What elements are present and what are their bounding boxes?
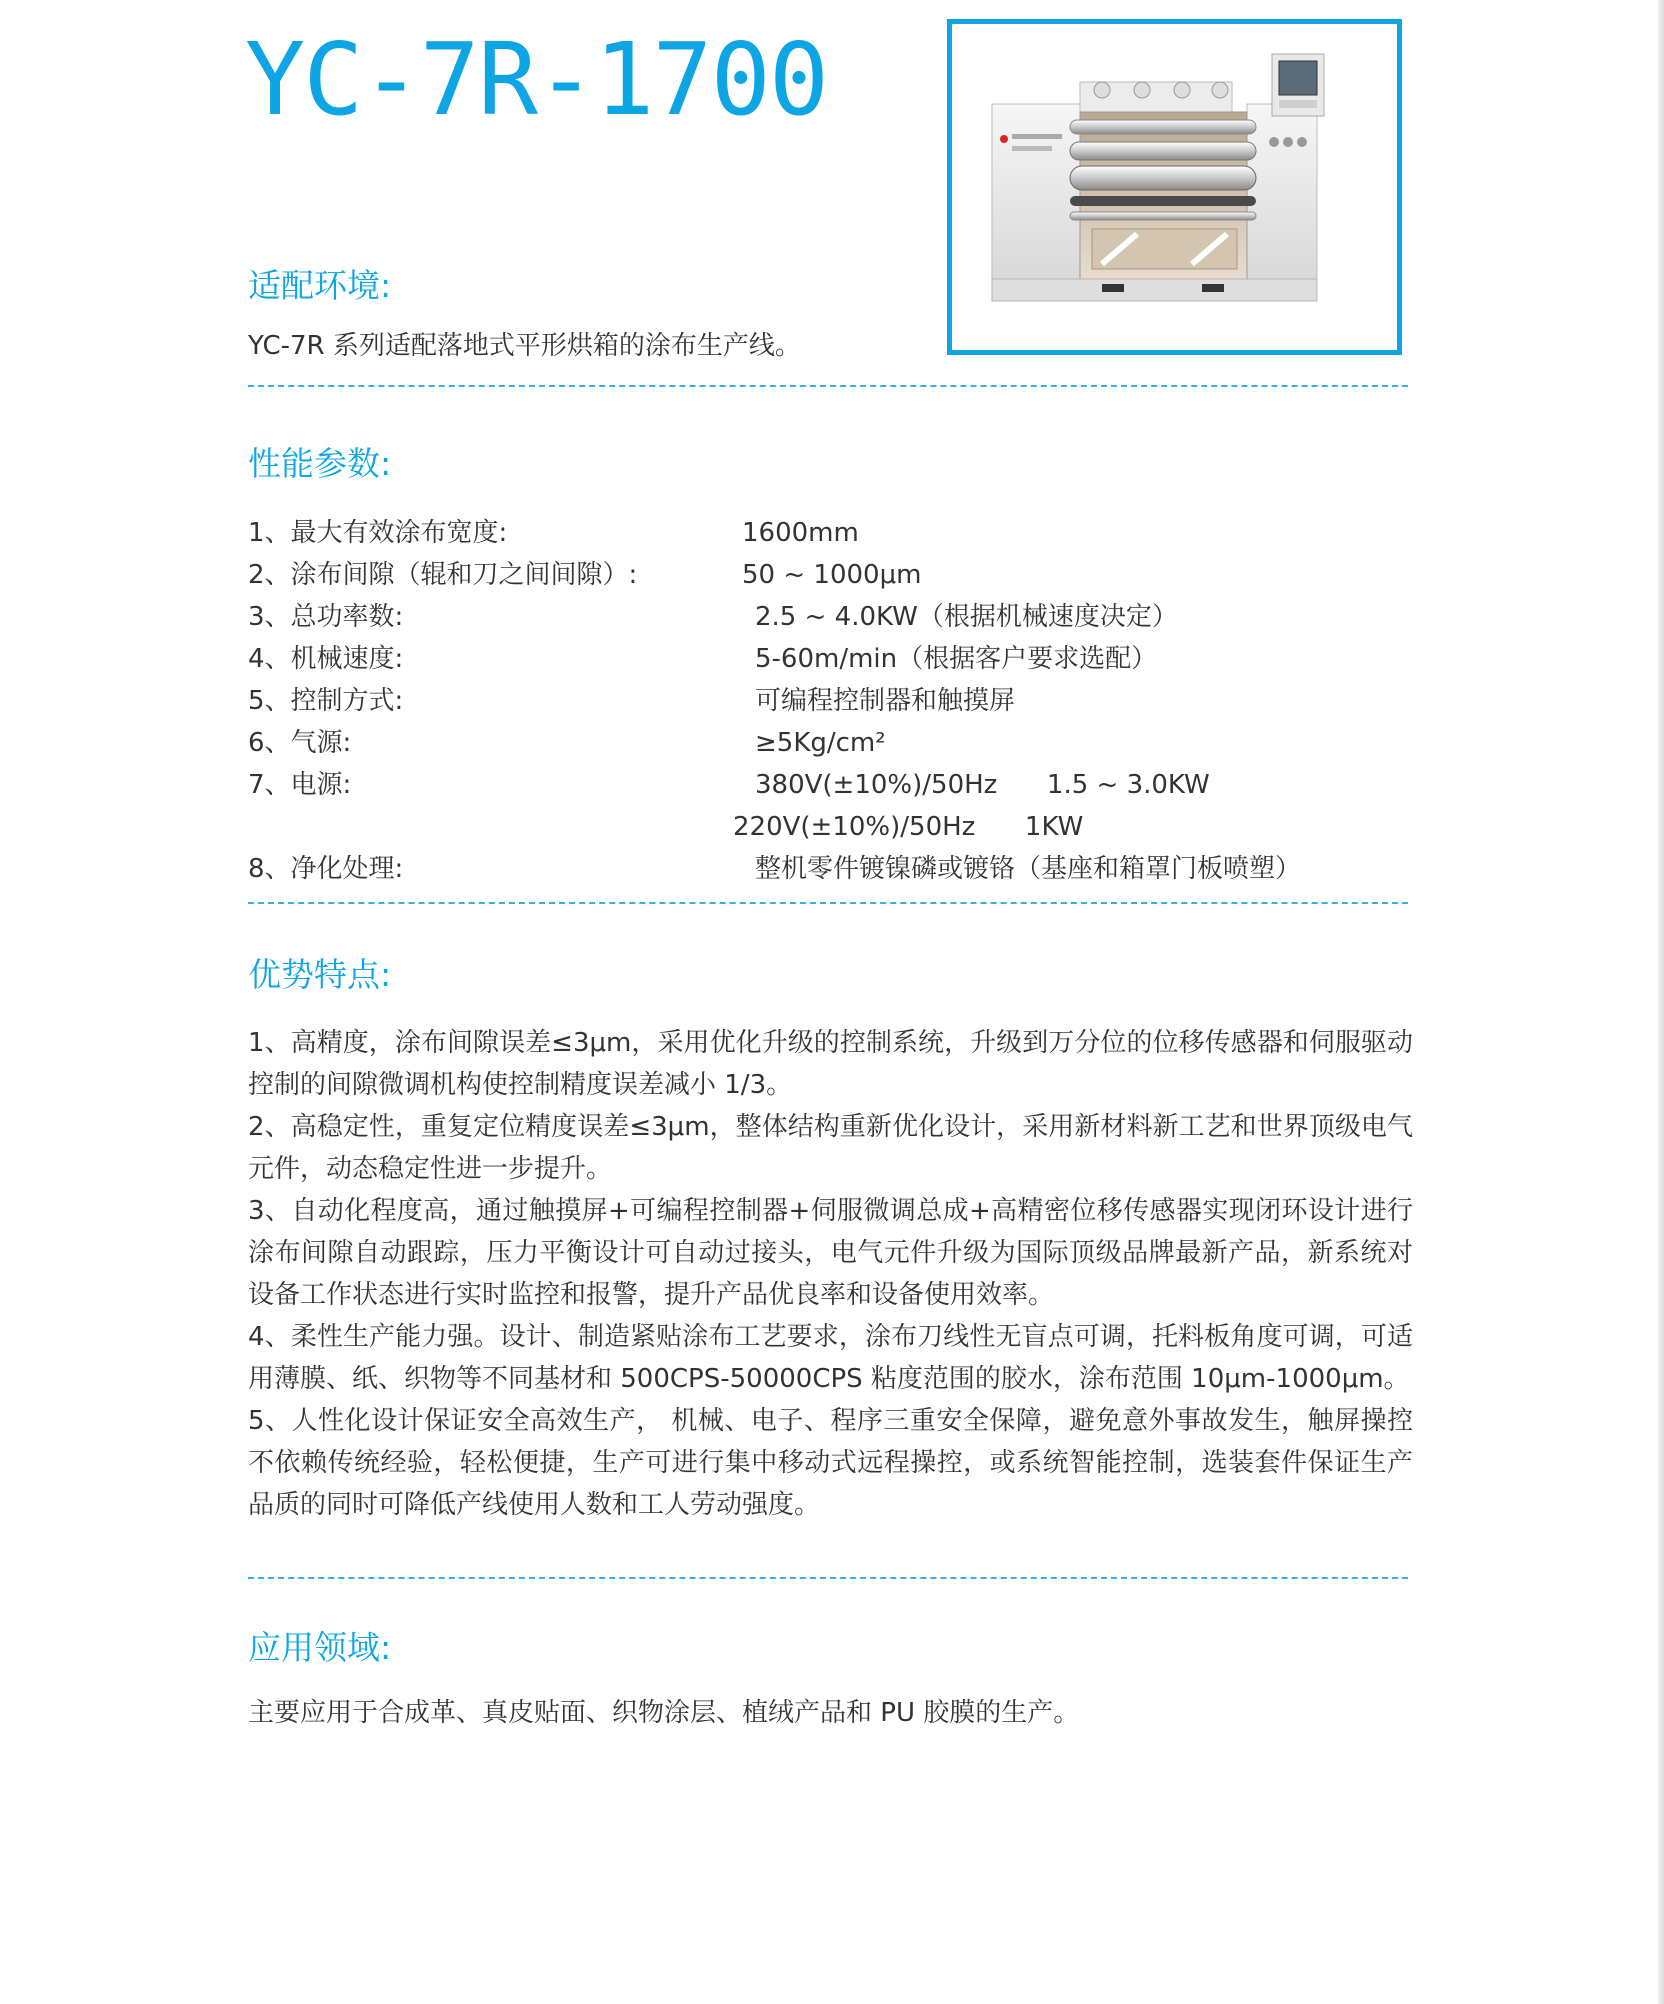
environment-text: YC-7R 系列适配落地式平形烘箱的涂布生产线。 <box>248 331 801 361</box>
advantages-list <box>248 1022 1413 1526</box>
spec-value: 2.5 ~ 4.0KW（根据机械速度决定） <box>755 602 1178 632</box>
advantage-item: 2、高稳定性，重复定位精度误差≤3μm，整体结构重新优化设计，采用新材料新工艺和世界顶级电气元件，动态稳定性进一步提升。 <box>248 1112 1413 1184</box>
section-divider <box>248 1577 1408 1579</box>
spec-value: 220V(±10%)/50Hz 1KW <box>733 812 1084 842</box>
application-text: 主要应用于合成革、真皮贴面、织物涂层、植绒产品和 PU 胶膜的生产。 <box>248 1698 1080 1728</box>
spec-label: 8、净化处理: <box>248 854 404 884</box>
spec-value: ≥5Kg/cm² <box>755 728 886 758</box>
spec-value: 380V(±10%)/50Hz 1.5 ~ 3.0KW <box>755 770 1210 800</box>
spec-label: 5、控制方式: <box>248 686 404 716</box>
spec-label: 6、气源: <box>248 728 352 758</box>
performance-heading: 性能参数: <box>248 444 392 483</box>
environment-heading: 适配环境: <box>248 266 392 305</box>
page-edge-shadow <box>1658 0 1664 2004</box>
spec-label: 2、涂布间隙（辊和刀之间间隙）: <box>248 560 638 590</box>
application-heading: 应用领域: <box>248 1628 392 1667</box>
spec-value: 可编程控制器和触摸屏 <box>755 686 1016 716</box>
spec-label: 1、最大有效涂布宽度: <box>248 518 508 548</box>
spec-value: 整机零件镀镍磷或镀铬（基座和箱罩门板喷塑） <box>755 854 1302 884</box>
spec-label: 4、机械速度: <box>248 644 404 674</box>
spec-value: 5-60m/min（根据客户要求选配） <box>755 644 1158 674</box>
section-divider <box>248 902 1408 904</box>
spec-value: 1600mm <box>742 518 859 548</box>
spec-label: 3、总功率数: <box>248 602 404 632</box>
coating-machine-illustration <box>952 24 1397 350</box>
spec-value: 50 ~ 1000μm <box>742 560 922 590</box>
product-title: YC-7R-1700 <box>245 21 828 138</box>
product-photo-frame <box>947 19 1402 355</box>
advantage-item: 3、自动化程度高，通过触摸屏+可编程控制器+伺服微调总成+高精密位移传感器实现闭环设计进行涂布间隙自动跟踪，压力平衡设计可自动过接头，电气元件升级为国际顶级品牌最新产品，新系统对设备工作状态进行实时监控和报警，提升产品优良率和设备使用效率。 <box>248 1196 1413 1310</box>
spec-label: 7、电源: <box>248 770 352 800</box>
advantage-item: 5、人性化设计保证安全高效生产， 机械、电子、程序三重安全保障，避免意外事故发生，触屏操控不依赖传统经验，轻松便捷，生产可进行集中移动式远程操控，或系统智能控制，选装套件保证生产品质的同时可降低产线使用人数和工人劳动强度。 <box>248 1406 1413 1520</box>
section-divider <box>248 385 1408 387</box>
advantage-item: 1、高精度，涂布间隙误差≤3μm，采用优化升级的控制系统，升级到万分位的位移传感器和伺服驱动控制的间隙微调机构使控制精度误差减小 1/3。 <box>248 1028 1413 1100</box>
advantages-heading: 优势特点: <box>248 955 392 994</box>
advantage-item: 4、柔性生产能力强。设计、制造紧贴涂布工艺要求，涂布刀线性无盲点可调，托料板角度可调，可适用薄膜、纸、织物等不同基材和 500CPS-50000CPS 粘度范围的胶水，涂布范围 10μm-1000μm。 <box>248 1322 1413 1394</box>
